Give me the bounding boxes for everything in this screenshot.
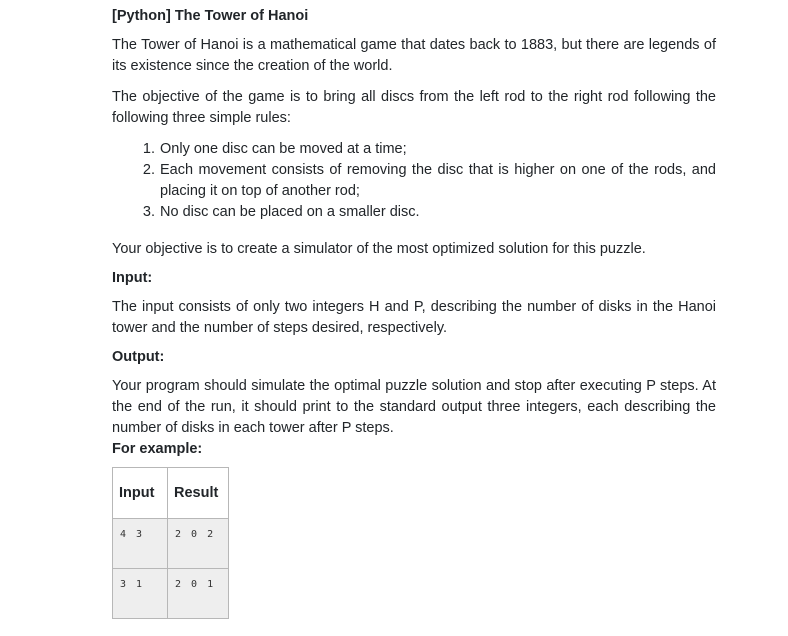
column-header-input: Input [113,468,168,519]
game-objective-paragraph: The objective of the game is to bring all discs from the left rod to the right rod following the following three simple rules: [112,89,716,126]
example-input-cell: 4 3 [113,519,168,569]
example-table [112,467,229,619]
example-result-cell: 2 0 1 [168,569,229,619]
table-header-row [113,468,229,519]
problem-title: [Python] The Tower of Hanoi [112,8,309,24]
table-row [113,519,229,569]
rule-item: 3. No disc can be placed on a smaller disc. [159,202,716,223]
output-description: Your program should simulate the optimal puzzle solution and stop after executing P steps. At the end of the run, it should print to the standard output three integers, each describing the number of disks in each tower after P steps. [112,378,716,436]
rule-item: 1. Only one disc can be moved at a time; [159,139,716,160]
column-header-result: Result [168,468,229,519]
example-result-cell: 2 0 2 [168,519,229,569]
output-heading: Output: [112,349,165,365]
problem-statement [112,6,716,619]
rule-item: 2. Each movement consists of removing the disc that is higher on one of the rods, and placing it on top of another rod; [159,160,716,202]
example-input-cell: 3 1 [113,569,168,619]
rules-list [112,139,716,223]
table-row [113,569,229,619]
example-heading: For example: [112,441,203,457]
intro-paragraph: The Tower of Hanoi is a mathematical game that dates back to 1883, but there are legends of its existence since the creation of the world. [112,37,716,74]
input-heading: Input: [112,270,153,286]
task-objective-paragraph: Your objective is to create a simulator of the most optimized solution for this puzzle. [112,241,646,257]
input-description: The input consists of only two integers H and P, describing the number of disks in the Hanoi tower and the number of steps desired, respectively. [112,299,716,336]
